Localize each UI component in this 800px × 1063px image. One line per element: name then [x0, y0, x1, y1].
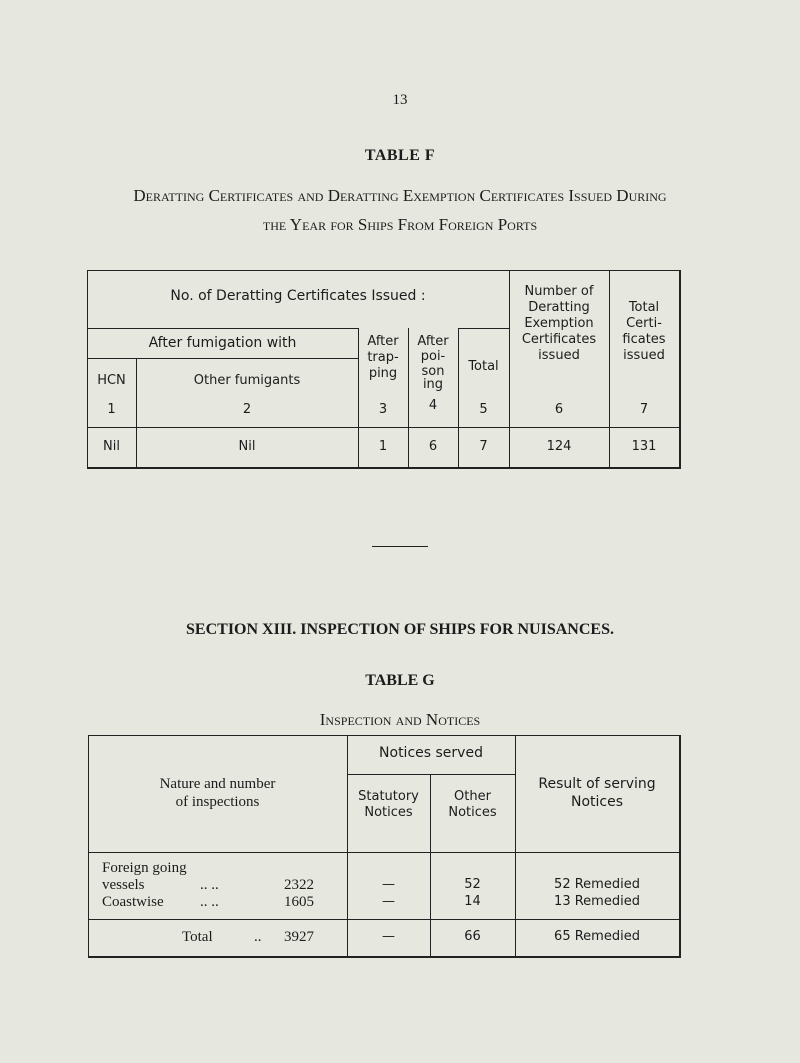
certificates-issued-header: No. of Deratting Certificates Issued : [170, 288, 426, 304]
column-number: 7 [639, 402, 649, 417]
total-label: Total [182, 929, 213, 945]
table-cell: 1 [378, 439, 388, 454]
statutory-notices-header: Statutory Notices [358, 789, 419, 820]
column-number: 2 [242, 402, 252, 417]
leader-dots: .. [254, 929, 262, 945]
other-notices-value: 52 [464, 877, 481, 892]
other-notices-value: 14 [464, 894, 481, 909]
total-count: 3927 [284, 929, 314, 945]
nature-of-inspections-header: Nature and number of inspections [159, 776, 276, 810]
table-f-title-line1: Deratting Certificates and Deratting Exemption Certificates Issued During [133, 186, 667, 205]
table-g-heading: TABLE G [365, 672, 435, 689]
total-header: Total [468, 359, 499, 374]
column-number: 4 [428, 398, 438, 413]
page-number: 13 [392, 92, 408, 108]
total-other-value: 66 [464, 929, 481, 944]
section-heading: SECTION XIII. INSPECTION OF SHIPS FOR NUISANCES. [186, 621, 614, 638]
table-cell: 124 [546, 439, 572, 454]
exemption-certificates-header: Number of Deratting Exemption Certificates issued [521, 284, 597, 363]
table-cell: 131 [631, 439, 657, 454]
after-poisoning-header: After poi- son ing [417, 334, 449, 392]
total-statutory-value: — [382, 929, 395, 944]
result-value: 52 Remedied [554, 877, 640, 892]
inspection-count: 1605 [284, 894, 314, 910]
divider [372, 546, 428, 547]
leader-dots: .. .. [200, 894, 219, 910]
other-notices-header: Other Notices [448, 789, 497, 820]
row-label-vessels: vessels [102, 877, 145, 893]
inspection-count: 2322 [284, 877, 314, 893]
row-label-foreign-going: Foreign going [102, 860, 187, 876]
total-certificates-header: Total Certi- ficates issued [622, 300, 666, 363]
table-g-title: Inspection and Notices [319, 710, 481, 729]
result-of-serving-header: Result of serving Notices [538, 776, 656, 810]
table-cell: Nil [103, 439, 120, 454]
total-result-value: 65 Remedied [554, 929, 640, 944]
column-number: 3 [378, 402, 388, 417]
column-number: 5 [479, 402, 488, 417]
hcn-header: HCN [97, 373, 126, 388]
table-cell: 7 [479, 439, 488, 454]
table-f-heading: TABLE F [364, 147, 436, 164]
table-cell: 6 [428, 439, 438, 454]
leader-dots: .. .. [200, 877, 219, 893]
statutory-notices-value: — [382, 894, 395, 909]
result-value: 13 Remedied [554, 894, 640, 909]
row-label-coastwise: Coastwise [102, 894, 164, 910]
other-fumigants-header: Other fumigants [193, 373, 301, 388]
table-cell: Nil [238, 439, 256, 454]
table-f-title-line2: the Year for Ships From Foreign Ports [262, 215, 538, 234]
notices-served-header: Notices served [379, 745, 483, 761]
column-number: 1 [107, 402, 116, 417]
after-fumigation-header: After fumigation with [148, 335, 297, 351]
statutory-notices-value: — [382, 877, 395, 892]
column-number: 6 [554, 402, 564, 417]
after-trapping-header: After trap- ping [367, 334, 399, 381]
